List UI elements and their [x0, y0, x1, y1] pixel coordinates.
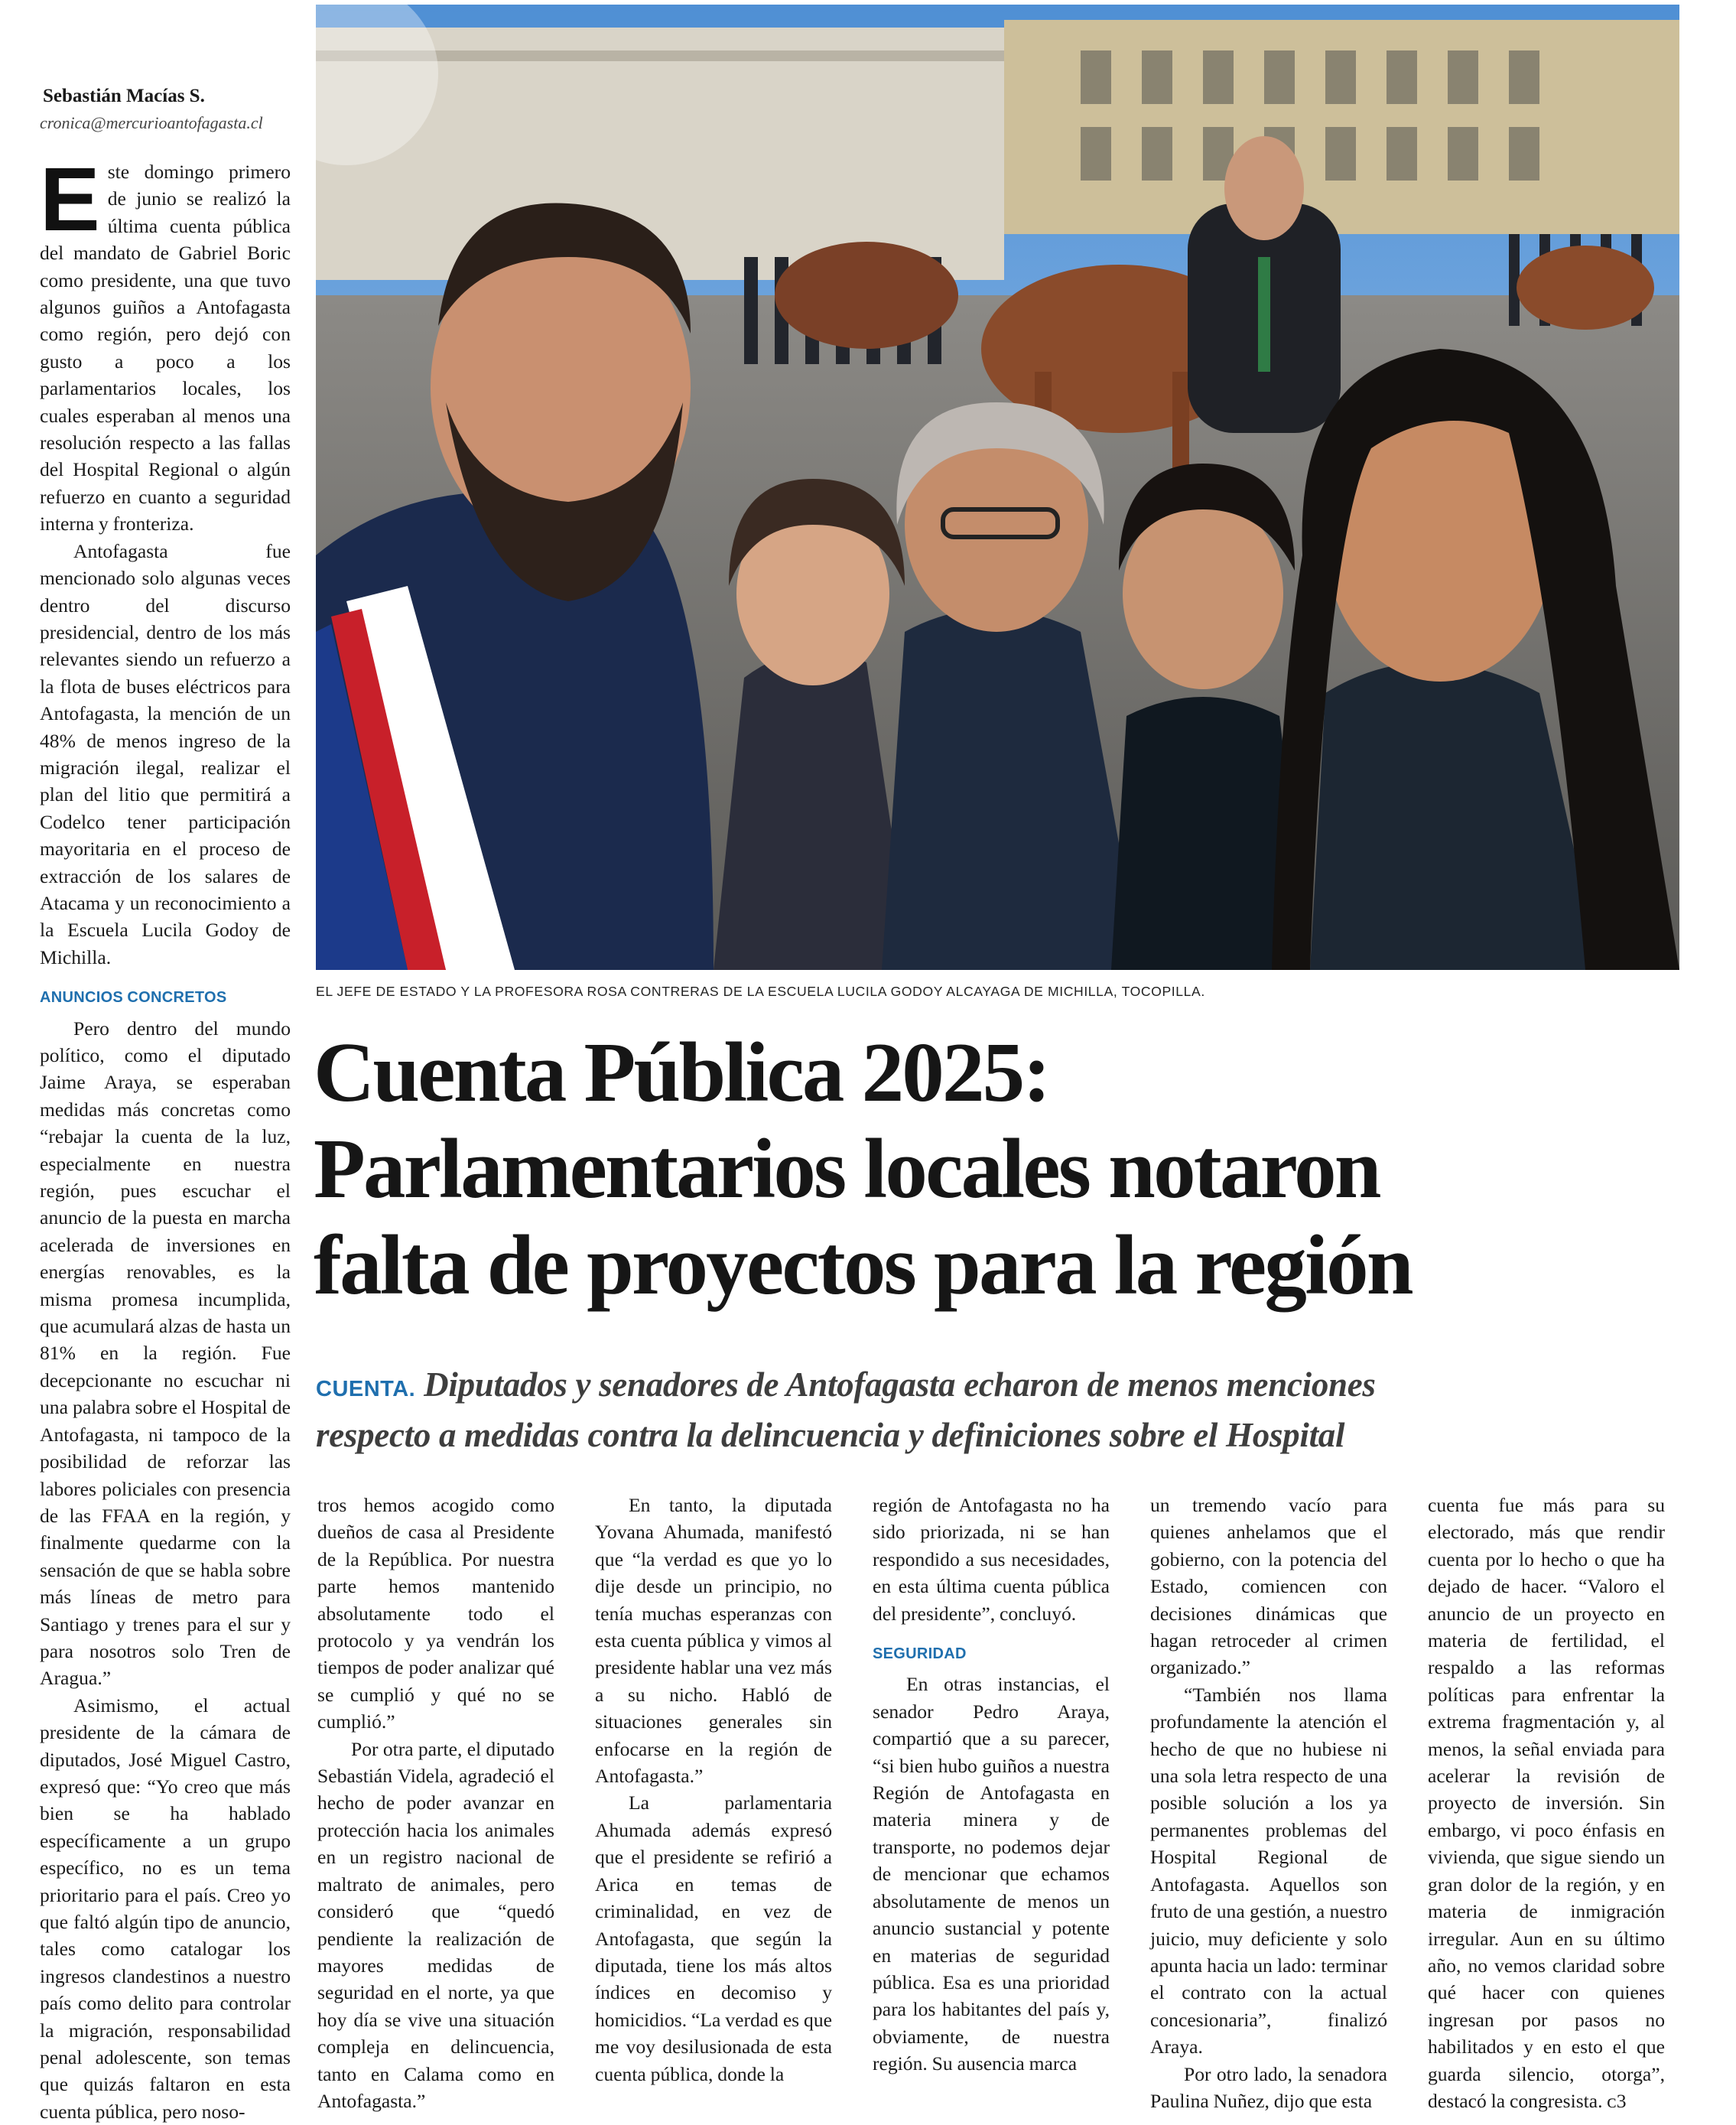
end-mark-icon: ᴄ3	[1607, 2089, 1627, 2112]
deck-line-2: respecto a medidas contra la delincuencia y definiciones sobre el Hospital	[316, 1416, 1345, 1454]
deck	[316, 1362, 1685, 1458]
column-2-paragraph-2: La parlamentaria Ahumada además expresó que el presidente se refirió a Arica en temas de criminalidad, en vez de Antofagasta, que según la diputada, tiene los más altos índices en decomiso y homicidios. “La verdad es que me voy desilusionada de esta cuenta pública, donde la	[595, 1791, 832, 2085]
drop-cap: E	[40, 149, 100, 250]
column-5-paragraph-1-text: cuenta fue más para su electorado, más que rendir cuenta por lo hecho o que ha dejado de hacer. “Valoro el anuncio de un proyecto en materia de fertilidad, el respaldo a las reformas políticas para enfrentar la extrema fragmentación y, al menos, la señal enviada para acelerar la revisión de proyecto de inversión. Sin embargo, vi poco énfasis en vivienda, que sigue siendo un gran dolor de la región, y en materia de inmigración irregular. Aun en su último año, no vemos claridad sobre qué hacer con quienes ingresan por pasos no habilitados y en esto el que guarda silencio, otorga”, destacó la congresista.	[1428, 1494, 1665, 2112]
photo-caption: EL JEFE DE ESTADO Y LA PROFESORA ROSA CONTRERAS DE LA ESCUELA LUCILA GODOY ALCAYAGA DE MICHILLA, TOCOPILLA.	[316, 984, 1205, 999]
headline-line-2: Parlamentarios locales notaron	[314, 1122, 1380, 1216]
headline-line-3: falta de proyectos para la región	[314, 1219, 1412, 1313]
lead-column	[40, 149, 291, 2125]
column-3-paragraph-2: En otras instancias, el senador Pedro Araya, compartió que a su parecer, “si bien hubo guiños a nuestra Región de Antofagasta en materia minera y de transporte, no podemos dejar de mencionar que echamos absolutamente de menos un anuncio sustancial y potente en materias de seguridad pública. Esa es una prioridad para los habitantes del país y, obviamente, de nuestra región. Su ausencia marca	[873, 1673, 1110, 2075]
main-photo	[316, 5, 1679, 970]
author-name: Sebastián Macías S.	[43, 86, 205, 106]
column-4-paragraph-2: “También nos llama profundamente la atención el hecho de que no hubiese ni una sola letra respecto de una posible solución a los ya permanentes problemas del Hospital Regional de Antofagasta. Aquellos son fruto de una gestión, a nuestro juicio, muy deficiente y solo apunta hacia un lado: terminar el contrato con la actual concesionaria”, finalizó Araya.	[1150, 1683, 1387, 2058]
body-column-2	[595, 1492, 832, 2088]
body-column-5	[1428, 1492, 1665, 2114]
column-4-paragraph-3: Por otro lado, la senadora Paulina Nuñez, dijo que esta	[1150, 2062, 1387, 2112]
lead-paragraph-2: Antofagasta fue mencionado solo algunas veces dentro del discurso presidencial, dentro de los más relevantes siendo un refuerzo a la flota de buses eléctricos para Antofagasta, la mención de un 48% de menos ingreso de la migración ilegal, realizar el plan del litio que permitirá a Codelco tener participación mayoritaria en el proceso de extracción de los salares de Atacama y un reconocimiento a la Escuela Lucila Godoy de Michilla.	[40, 539, 291, 968]
deck-tag: CUENTA.	[316, 1377, 416, 1401]
lead-paragraph-4: Asimismo, el actual presidente de la cámara de diputados, José Miguel Castro, expresó que: “Yo creo que más bien se ha hablado específicamente a un grupo específico, no es un tema prioritario para el país. Creo yo que faltó algún tipo de anuncio, tales como catalogar los ingresos clandestinos a nuestro país como delito para controlar la migración, responsabilidad penal adolescente, son temas que quizás faltaron en esta cuenta pública, pero noso-	[40, 1694, 291, 2123]
headline-line-1: Cuenta Pública 2025:	[314, 1026, 1049, 1120]
lead-paragraph-1-text: ste domingo primero de junio se realizó la última cuenta pública del mandato de Gabriel Boric como presidente, una que tuvo algunos guiños a Antofagasta como región, pero dejó con gusto a poco a los parlamentarios locales, los cuales esperaban al menos una resolución respecto a las fallas del Hospital Regional o algún refuerzo en cuanto a seguridad interna y fronteriza.	[40, 161, 291, 535]
deck-line-1: Diputados y senadores de Antofagasta echaron de menos menciones	[415, 1365, 1376, 1404]
column-4-paragraph-1: un tremendo vacío para quienes anhelamos que el gobierno, con la potencia del Estado, comiencen con decisiones dinámicas que hagan retroceder al crimen organizado.”	[1150, 1494, 1387, 1679]
column-3-paragraph-1: región de Antofagasta no ha sido priorizada, ni se han respondido a sus necesidades, en esta última cuenta pública del presidente”, concluyó.	[873, 1494, 1110, 1625]
column-5-paragraph-1	[1428, 1492, 1665, 2114]
body-column-3	[873, 1492, 1110, 2078]
subhead-seguridad: SEGURIDAD	[873, 1645, 967, 1663]
column-1-paragraph-1: tros hemos acogido como dueños de casa al Presidente de la República. Por nuestra parte hemos mantenido absolutamente todo el protocolo y ya vendrán los tiempos de poder analizar qué se cumplió y qué no se cumplió.”	[317, 1494, 554, 1733]
column-2-paragraph-1: En tanto, la diputada Yovana Ahumada, manifestó que “la verdad es que yo lo dije desde un principio, no tenía muchas esperanzas con esta cuenta pública y vimos al presidente hablar una vez más a su nicho. Habló de situaciones generales sin enfocarse en la región de Antofagasta.”	[595, 1494, 832, 1788]
column-1-paragraph-2: Por otra parte, el diputado Sebastián Videla, agradeció el hecho de poder avanzar en protección hacia los animales en un registro nacional de maltrato de animales, pero consideró que “quedó pendiente la realización de mayores medidas de seguridad en el norte, ya que hoy día se vive una situación compleja en delincuencia, tanto en Calama como en Antofagasta.”	[317, 1737, 554, 2112]
lead-paragraph-1	[40, 149, 291, 538]
photo-illustration	[316, 5, 1679, 970]
subhead-anuncios: ANUNCIOS CONCRETOS	[40, 989, 227, 1007]
body-column-4	[1150, 1492, 1387, 2114]
body-column-1	[317, 1492, 554, 2114]
lead-paragraph-3: Pero dentro del mundo político, como el diputado Jaime Araya, se esperaban medidas más concretas como “rebajar la cuenta de la luz, especialmente en nuestra región, pues escuchar el anuncio de la puesta en marcha acelerada de inversiones en energías renovables, es la misma promesa incumplida, que acumulará alzas de hasta un 81% en la región. Fue decepcionante no escuchar ni una palabra sobre el Hospital de Antofagasta, ni tampoco de la posibilidad de reforzar las labores policiales con presencia de las FFAA en la región, y finalmente quedarme con la sensación de que se habla sobre más líneas de metro para Santiago y trenes para el sur y para nosotros solo Tren de Aragua.”	[40, 1017, 291, 1690]
author-email[interactable]: cronica@mercurioantofagasta.cl	[40, 113, 263, 132]
headline	[314, 1025, 1705, 1314]
